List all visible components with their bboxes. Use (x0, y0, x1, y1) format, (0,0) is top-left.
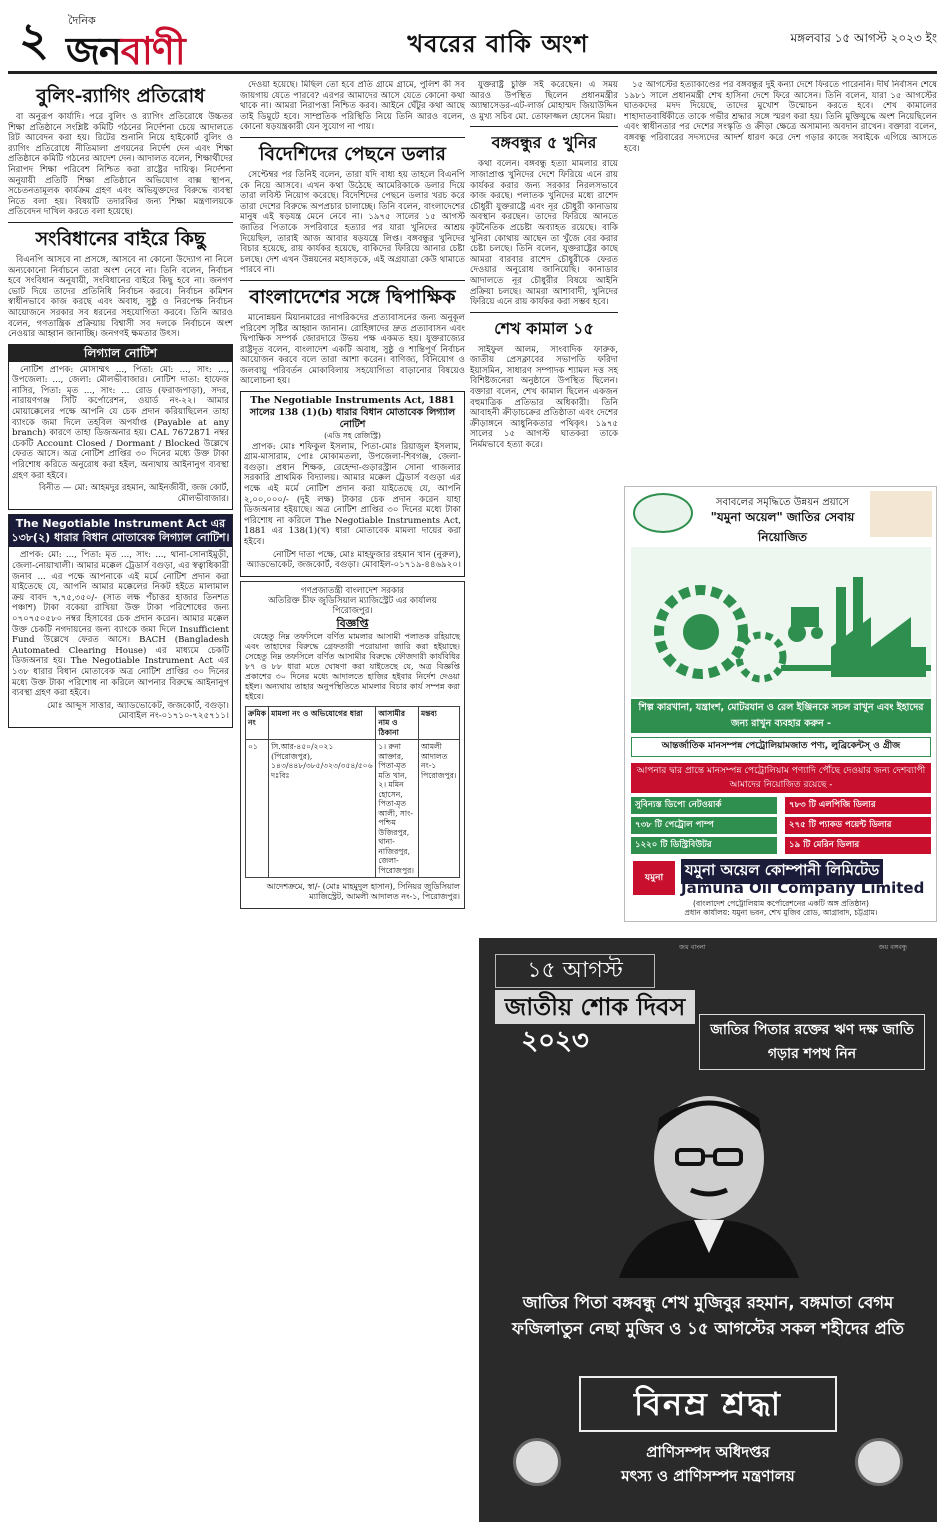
headline-five-killers: বঙ্গবন্ধুর ৫ খুনির (491, 133, 597, 153)
article-col4-text: ১৫ আগস্টের হত্যাকাণ্ডের পর বঙ্গবন্ধুর দুই কন্যা দেশে ফিরতে পারেননি। দীর্ঘ নির্বাসন শেষে ১৯৮১ সালে প্রধানমন্ত্রী শেখ হাসিনা দেশে ফিরে আসেন। তিনি বলেন, যারা ১৫ আগস্টের ঘাতকদের মদদ দিয়েছে, তাদের মুখোশ উন্মোচন করতে হবে। শেখ কামালের শাহাদাতবার্ষিকীতে তাকে গভীর শ্রদ্ধার সঙ্গে স্মরণ করা হয়। তিনি মুক্তিযুদ্ধে অংশ নিয়েছিলেন এবং স্বাধীনতার পর দেশের সংস্কৃতি ও ক্রীড়া ক্ষেত্রে অসামান্য অবদান রাখেন। বক্তারা বলেন, বঙ্গবন্ধু পরিবারের সদস্যদের আদর্শ ধারণ করে দেশ গড়ার কাজে সবাইকে এগিয়ে আসতে হবে। (624, 80, 937, 154)
table-header-cell: মন্তব্য (418, 706, 459, 740)
jamuna-ad-header (625, 487, 937, 545)
headline-bilateral: বাংলাদেশের সঙ্গে দ্বিপাক্ষিক (249, 285, 456, 308)
jamuna-company-note: (বাংলাদেশ পেট্রোলিয়াম কর্পোরেশনের একটি অঙ্গ প্রতিষ্ঠান) (693, 899, 869, 908)
logo-name (66, 22, 185, 86)
joy-bangla-text: জয় বাংলা (679, 943, 706, 951)
jamuna-products-text: আন্তর্জাতিক মানসম্পন্ন পেট্রোলিয়ামজাত পণ্য, লুব্রিকেন্টস্ ও গ্রীজ (631, 737, 931, 757)
legal-notice-box (8, 344, 233, 511)
mourn-department: প্রাণিসম্পদ অধিদপ্তর (646, 1443, 770, 1461)
divider (470, 312, 618, 313)
govt-header-3: পিরোজপুর। (332, 605, 373, 616)
mourn-ministry: মৎস্য ও প্রাণিসম্পদ মন্ত্রণালয় (621, 1467, 795, 1485)
article-dollar-text: সেপ্টেম্বর পর তিনিই বলেন, তারা যদি বাধ্য হয় তাহলে বিএনপি কে নিয়ে আসবে। এখন কথা উঠেছে আমেরিকাকে ডলার দিয়ে তারা লবিস্ট নিয়োগ করেছে। বিদেশিদের পেছনে ডলার খরচ করে তারা দেশের বিরুদ্ধে অপপ্রচার চালাচ্ছে। তিনি বলেন, বাংলাদেশের মানুষ এই ষড়যন্ত্র মেনে নেবে না। ১৯৭৫ সালের ১৫ আগস্ট জাতির পিতাকে সপরিবারে হত্যার পর যারা খুনিদের আশ্রয় দিয়েছিল, তারাই আজ আবার ষড়যন্ত্রে লিপ্ত। বঙ্গবন্ধুর খুনিদের বিচার হয়েছে, রায় কার্যকর হয়েছে, বাকিদের ফিরিয়ে আনার চেষ্টা চলছে। দেশ এখন উন্নয়নের মহাসড়কে, এই অগ্রযাত্রা কেউ থামাতে পারবে না। (240, 169, 465, 276)
mourn-year: ২০২৩ (521, 1026, 589, 1056)
mourn-day-title: জাতীয় শোক দিবস (495, 990, 695, 1024)
ni-1881-sign: নোটিশ দাতা পক্ষে, মোঃ মাহফুজার রহমান খান (নুরুল), অ্যাডভোকেট, জজকোর্ট, বগুড়া। মোবাইল-০১৭১৯-৪৪৬৯২০। (246, 549, 461, 571)
issue-date: মঙ্গলবার ১৫ আগস্ট ২০২৩ ইং (790, 31, 937, 45)
jamuna-company-en: Jamuna Oil Company Limited (681, 879, 925, 897)
ni-notice-text: প্রাপক: মো: ..., পিতা: মৃত ..., সাং: ..., থানা-সোনাইমুড়ী, জেলা-নোয়াখালী। আমার মক্কেল ট্রেডার্স বগুড়া, এর স্বত্বাধিকারী জনাব ... এর পক্ষে আপনাকে এই মর্মে নোটিশ প্রদান করা যাইতেছে যে, আপনি আমার মক্কেলের নিকট হইতে মালামাল ক্রয় বাবদ ৭,৭৫,৩৫০/- (সাত লক্ষ পঁচাত্তর হাজার তিনশত পঞ্চাশ) টাকা বকেয়া রাখিয়া উক্ত টাকা পরিশোধের জন্য ০৭০৭৫০৫৮০ নম্বর হিসাবের চেক প্রদান করেন। আমার মক্কেল উক্ত চেকটি নগদায়নের জন্য ব্যাংকে জমা দিলে Insufficient Fund উল্লেখে ফেরত আসে। BACH (Bangladesh Automated Clearing House) এর মাধ্যমে চেকটি ডিজঅনার হয়। The Negotiable Instrument Act এর ১৩৮ ধারার বিধান মোতাবেক অত্র নোটিশ প্রাপ্তির ৩০ দিনের মধ্যে উক্ত টাকা পরিশোধ না করিলে আপনার বিরুদ্ধে আইনানুগ ব্যবস্থা গ্রহণ করা হইবে। (12, 550, 229, 699)
network-item: ৭৩৮ টি পেট্রোল পাম্প (631, 817, 777, 834)
legal-notice-text: নোটিশ প্রাপক: মোসাম্মৎ ..., পিতা: মো: ..., সাং: ..., উপজেলা: ..., জেলা: মৌলভীবাজার। নোটিশ দাতা: হাফেজ নাসির, পিতা: মৃত ..., সাং: ... রোড (ফরাজপাড়া), সদর, নারায়ণগঞ্জ সিটি কর্পোরেশন, ওয়ার্ড নং-২২। আমার মোয়াক্কেলের পক্ষে আপনি যে চেক প্রদান করিয়াছিলেন তাহা ব্যাংকে জমা দিলে তহবিল অপর্যাপ্ত (Payable at any branch) কারণে তাহা ডিজঅনার হয়। CAL 7672871 নম্বর চেকটি Account Closed / Dormant / Blocked উল্লেখে ফেরত আসে। অত্র নোটিশ প্রাপ্তির ৩০ দিনের মধ্যে উক্ত টাকা পরিশোধ করিতে অনুরোধ করা হইল, অন্যথায় আইনানুগ ব্যবস্থা গ্রহণ করা হইবে। (12, 364, 229, 481)
industry-illustration-icon (631, 547, 931, 697)
newspaper-logo (66, 12, 234, 73)
jamuna-logo: যমুনা (633, 861, 675, 895)
ni-notice-box (8, 514, 233, 728)
logo-daily-label: দৈনিক (68, 14, 96, 27)
ni-1881-text: প্রাপক: মোঃ শফিকুল ইসলাম, পিতা-মোঃ রিয়াজুল ইসলাম, গ্রাম-মাসারাম, পোঃ মোকামতলা, উপজেলা-শিবগঞ্জ, জেলা-বগুড়া। প্রধান শিক্ষক, রেহেন্দা-গুড়ারস্ট্রান সোনা গাজলার সরকারি প্রাথমিক বিদ্যালয়। আমার মক্কেল ট্রেডার্স বগুড়া এর পক্ষে এই মর্মে নোটিশ প্রদান করা যাইতেছে যে, আপনি ২,০০,০০০/- (দুই লক্ষ) টাকার চেক প্রদান করেন যাহা ডিজঅনার হইয়াছে। অত্র নোটিশ প্রাপ্তির ৩০ দিনের মধ্যে টাকা পরিশোধ না করিলে The Negotiable Instruments Act, 1881 এর 138(1)(খ) ধারা মোতাবেক মামলা দায়ের করা হইবে। (244, 441, 461, 547)
jamuna-tagline-2: "যমুনা অয়েল" জাতির সেবায় নিয়োজিত (695, 509, 870, 553)
divider (470, 126, 618, 127)
portrait-badge-icon (870, 491, 932, 537)
headline-constitution: সংবিধানের বাইরে কিছু (35, 227, 206, 250)
page-number: ২ (19, 12, 49, 66)
jamuna-network-grid (631, 797, 931, 857)
govt-notice-box (240, 581, 465, 910)
jamuna-oil-ad (624, 486, 937, 922)
network-item: ১২২০ টি ডিস্ট্রিবিউটর (631, 837, 777, 854)
govt-header-2: অতিরিক্ত চীফ জুডিসিয়াল ম্যাজিস্ট্রেট এর কার্যালয় (268, 595, 437, 606)
govt-header-1: গণপ্রজাতন্ত্রী বাংলাদেশ সরকার (300, 585, 405, 596)
article-constitution-text: বিএনপি আসবে না প্রসঙ্গে, আসবে না কোনো উদ্যোগ না নিলে অন্যকোনো নির্বাচনে তারা অংশ নেবে না। তিনি বলেন, নির্বাচন হবে সংবিধান অনুযায়ী, সংবিধানের বাইরে কিছু হবে না। জনগণ ভোট দিয়ে তাদের প্রতিনিধি নির্বাচন করবে। নির্বাচন কমিশন স্বাধীনভাবে কাজ করছে এবং অবাধ, সুষ্ঠু ও নিরপেক্ষ নির্বাচন আয়োজনে সরকার সব ধরনের সহযোগিতা করবে। তিনি আরও বলেন, গণতান্ত্রিক প্রক্রিয়ায় বিশ্বাসী সব দলকে নির্বাচনে অংশ নেওয়ার আহ্বান জানাচ্ছি। জনগণই ক্ষমতার উৎস। (8, 254, 233, 340)
joy-bangabandhu-text: জয় বঙ্গবন্ধু (878, 943, 907, 951)
divider (8, 222, 233, 223)
table-cell: ১। রুনা আক্তার, পিতা-মৃত মতি খান, ২। মমিন হোসেন, পিতা-মৃত আলী, সাং-পশ্চিম উজিরপুর, থানা-নাজিরপুর, জেলা-পিরোজপুর। (376, 740, 419, 878)
govt-notice-sign: আদেশক্রমে, স্বা/- (মোঃ মাহমুদুল হাসান), সিনিয়র জুডিসিয়াল ম্যাজিস্ট্রেট, আমলী আদালত নং-১, পিরোজপুর। (266, 882, 460, 902)
article-continued-text: দেওয়া হয়েছে। মিছিল তো হবে প্রতি গ্রামে গ্রামে, পুলিশ কী সব জায়গায় যেতে পারবে? এরপর আমাদের আসে যেতে কোনো কথা থাকে না। আমরা নিরাপত্তা নিশ্চিত করব। আইনে ঘেঁটুর কথা আছে তাই ডিমুটে হবে। সাম্প্রতিক পরিস্থিতি নিয়ে তিনি আরও বলেন, কোনো ষড়যন্ত্রকারী যেন সুযোগ না পায়। (240, 80, 465, 133)
jamuna-tagline-1: সবাবলের সমৃদ্ধিতে উন্নয়ন প্রয়াসে (715, 497, 850, 508)
logo-part1: জন (66, 29, 121, 73)
bangabandhu-portrait-icon (599, 1078, 819, 1278)
govt-notice-title: বিজ্ঞপ্তি (336, 616, 369, 630)
headline-sheikh-kamal: শেখ কামাল ১৫ (494, 318, 594, 338)
column-4 (624, 80, 937, 480)
mourn-tribute: বিনম্র শ্রদ্ধা (579, 1376, 837, 1432)
column-2 (240, 80, 465, 1520)
article-five-killers-text: কথা বলেন। বঙ্গবন্ধু হত্যা মামলার রায়ে সাজাপ্রাপ্ত খুনিদের দেশে ফিরিয়ে এনে রায় কার্যকর করার জন্য সরকার নিরলসভাবে কাজ করছে। পলাতক খুনিদের মধ্যে রাশেদ চৌধুরী যুক্তরাষ্ট্রে এবং নূর চৌধুরী কানাডায় অবস্থান করছেন। তাদের ফিরিয়ে আনতে কূটনৈতিক প্রচেষ্টা অব্যাহত রয়েছে। বাকি খুনিরা কোথায় আছেন তা খুঁজে বের করার চেষ্টা চলছে। তিনি বলেন, যুক্তরাষ্ট্রের কাছে আমরা বারবার রাশেদ চৌধুরীকে ফেরত দেওয়ার অনুরোধ জানিয়েছি। কানাডার আদালতে নূর চৌধুরীর বিষয়ে আইনি প্রক্রিয়া চলছে। আমরা আশাবাদী, খুনিদের ফিরিয়ে এনে রায় কার্যকর করা সম্ভব হবে। (470, 159, 618, 308)
jamuna-company-bn: যমুনা অয়েল কোম্পানী লিমিটেড (681, 859, 883, 884)
table-cell: সি.আর-৪৫০/২০২১ (পিরোজপুর), ১৪৩/৪৪৮/৩৮৫/৩২৩/৩৫৪/৫০৬ দঃবিঃ (269, 740, 376, 878)
table-header-cell: ক্রমিক নং (246, 706, 269, 740)
ni-notice-title: The Negotiable Instrument Act এর ১৩৮(২) ধারার বিধান মোতাবেক লিগ্যাল নোটিশ। (9, 515, 232, 547)
ni-1881-notice-box (240, 391, 465, 577)
department-seal-icon (855, 1438, 903, 1486)
anniversary-badge-icon (633, 493, 693, 533)
mourn-slogan: জাতির পিতার রক্তের ঋণ দক্ষ জাতি গড়ার শপথ নিন (699, 1014, 925, 1070)
network-item: ৭৮৩ টি এলপিজি ডিলার (785, 797, 931, 814)
legal-notice-sign: বিনীত — মো: আহমদুর রহমান, আইনজীবী, জজ কোর্ট, মৌলভীবাজার। (38, 483, 229, 504)
table-header-row (246, 706, 460, 740)
govt-notice-text: যেহেতু নিম্ন তফসিলে বর্ণিত মামলার আসামী পলাতক রহিয়াছে এবং তাহাদের বিরুদ্ধে গ্রেফতারী পরোয়ানা জারি করা হইয়াছে। সেহেতু নিম্ন তফসিলে বর্ণিত আসামীর বিরুদ্ধে ফৌজদারী কার্যবিধির ৮৭ ও ৮৮ ধারা মতে ঘোষণা করা যাইতেছে যে, অত্র বিজ্ঞপ্তি প্রকাশের ৩০ দিনের মধ্যে আদালতে হাজির হইবার নির্দেশ দেওয়া হইল। অন্যথায় তাহার অনুপস্থিতিতে মামলার বিচার কার্য সম্পন্ন করা হইবে। (245, 631, 460, 701)
network-item: ১৯ টি মেরিন ডিলার (785, 837, 931, 854)
network-item: ২৭৫ টি প্যাকড পয়েন্ট ডিলার (785, 817, 931, 834)
ni-notice-sign: মোঃ আব্দুস সাত্তার, অ্যাডভোকেট, জজকোর্ট, বগুড়া। মোবাইল নং-০১৭১০-৭২৫৭১১। (47, 700, 229, 722)
logo-part2: বাণী (120, 29, 185, 73)
column-1 (8, 80, 233, 1520)
legal-notice-title: লিগ্যাল নোটিশ (9, 345, 232, 362)
divider (240, 137, 465, 138)
ni-1881-title: The Negotiable Instruments Act, 1881 সালের 138 (1)(b) ধারার বিধান মোতাবেক লিগ্যাল নোটিশ (249, 395, 456, 431)
headline-dollar: বিদেশিদের পেছনে ডলার (259, 142, 446, 165)
jamuna-address (631, 899, 931, 917)
jamuna-band-text: শিল্প কারখানা, যন্ত্রাংশ, মোটরযান ও রেল ইঞ্জিনকে সচল রাখুন এবং ইহাদের জন্য রাখুন ব্যবহার করুন - (631, 699, 931, 733)
ni-1881-sub: (এডি সহ রেজিস্ট্রি) (324, 431, 381, 441)
table-cell: ০১ (246, 740, 269, 878)
table-header-cell: আসামীর নাম ও ঠিকানা (376, 706, 419, 740)
table-header-cell: মামলা নং ও অভিযোগের ধারা (269, 706, 376, 740)
divider (240, 280, 465, 281)
jamuna-network-text: আপনার দ্বার প্রান্তে মানসম্পন্ন পেট্রোলিয়াম পণ্যাদি পৌঁছে দেওয়ার জন্য দেশব্যাপী আমাদের নিয়োজিত রয়েছে - (631, 763, 931, 793)
mourning-day-ad (479, 938, 937, 1522)
masthead (8, 8, 937, 74)
mourn-date: ১৫ আগস্ট (495, 954, 655, 988)
headline-bullying: বুলিং-র‍্যাগিং প্রতিরোধ (36, 85, 205, 107)
table-cell: আমলী আদালত নং-১ পিরোজপুর। (418, 740, 459, 878)
section-title: খবরের বাকি অংশ (407, 29, 589, 58)
article-bilateral-text: মানোন্নয়ন মিয়ানমারের নাগরিকদের প্রত্যাবাসনের জন্য অনুকূল পরিবেশ সৃষ্টির আহ্বান জানান। রোহিঙ্গাদের দ্রুত প্রত্যাবাসন এবং দ্বিপাক্ষিক সম্পর্ক জোরদারে উভয় পক্ষ একমত হয়। যুক্তরাজ্যের রাষ্ট্রদূত বলেন, বাংলাদেশ একটি অবাধ, সুষ্ঠু ও শান্তিপূর্ণ নির্বাচন আয়োজন করবে বলে তারা আশা করেন। বাণিজ্য, বিনিয়োগ ও জলবায়ু পরিবর্তন মোকাবিলায় সহযোগিতা বাড়ানোর বিষয়েও আলোচনা হয়। (240, 312, 465, 387)
article-sheikh-kamal-text: সাইফুল আলম, সাংবাদিক ফারুক, জাতীয় প্রেসক্লাবের সভাপতি ফরিদা ইয়াসমিন, সাধারণ সম্পাদক শ্যামল দত্ত সহ বিশিষ্টজনেরা অনুষ্ঠানে উপস্থিত ছিলেন। বক্তারা বলেন, শেখ কামাল ছিলেন একজন বহুমাত্রিক প্রতিভার অধিকারী। তিনি আবাহনী ক্রীড়াচক্রের প্রতিষ্ঠাতা এবং দেশের ক্রীড়াঙ্গনে আধুনিকতার পথিকৃৎ। ১৯৭৫ সালের ১৫ আগস্ট ঘাতকরা তাকে নির্মমভাবে হত্যা করে। (470, 344, 618, 451)
table-row (246, 740, 460, 878)
article-bullying-text: বা অনুরূপ কার্যাদি। পরে বুলিং ও র‍্যাগিং প্রতিরোধে উচ্চতর শিক্ষা প্রতিষ্ঠানে সংশ্লিষ্ট কমিটি গঠনের নির্দেশনা চেয়ে আদালতে রিট আবেদন করা হয়। রিটের শুনানি নিয়ে হাইকোর্ট বুলিং ও র‍্যাগিং প্রতিরোধে নীতিমালা প্রণয়নের নির্দেশ দেন এবং শিক্ষা প্রতিষ্ঠানে কমিটি গঠনের আদেশ দেন। আদালত বলেন, শিক্ষার্থীদের নিরাপদ শিক্ষা পরিবেশ নিশ্চিত করা রাষ্ট্রের দায়িত্ব। নির্দেশনা অনুযায়ী প্রতিটি শিক্ষা প্রতিষ্ঠানে অভিযোগ বাক্স স্থাপন, সচেতনতামূলক কার্যক্রম গ্রহণ এবং অভিযুক্তদের বিরুদ্ধে ব্যবস্থা নিতে বলা হয়। বিষয়টি তদারকির জন্য শিক্ষা মন্ত্রণালয়কে প্রতিবেদন দাখিল করতে বলা হয়েছে। (8, 112, 233, 218)
network-item: সুবিন্যস্ত ডিপো নেটওয়ার্ক (631, 797, 777, 814)
jamuna-address-1: প্রধান কার্যালয়: যমুনা ভবন, শেখ মুজিব রোড, আগ্রাবাদ, চট্টগ্রাম। (684, 908, 878, 917)
column-3 (470, 80, 618, 880)
mourn-dedication: জাতির পিতা বঙ্গবন্ধু শেখ মুজিবুর রহমান, বঙ্গমাতা বেগম ফজিলাতুন নেছা মুজিব ও ১৫ আগস্টের সকল শহীদের প্রতি (512, 1293, 904, 1338)
govt-seal-icon (513, 1438, 561, 1486)
article-agreement-text: যুক্তরাষ্ট্র চুক্তি সই করেছেন। এ সময় আরও উপস্থিত ছিলেন প্রধানমন্ত্রীর অ্যাম্বাসেডর-এট-লার্জ মোহাম্মদ জিয়াউদ্দিন ও মুখ্য সচিব মো. তোফাজ্জল হোসেন মিয়া। (470, 80, 618, 122)
govt-notice-table (245, 706, 460, 879)
